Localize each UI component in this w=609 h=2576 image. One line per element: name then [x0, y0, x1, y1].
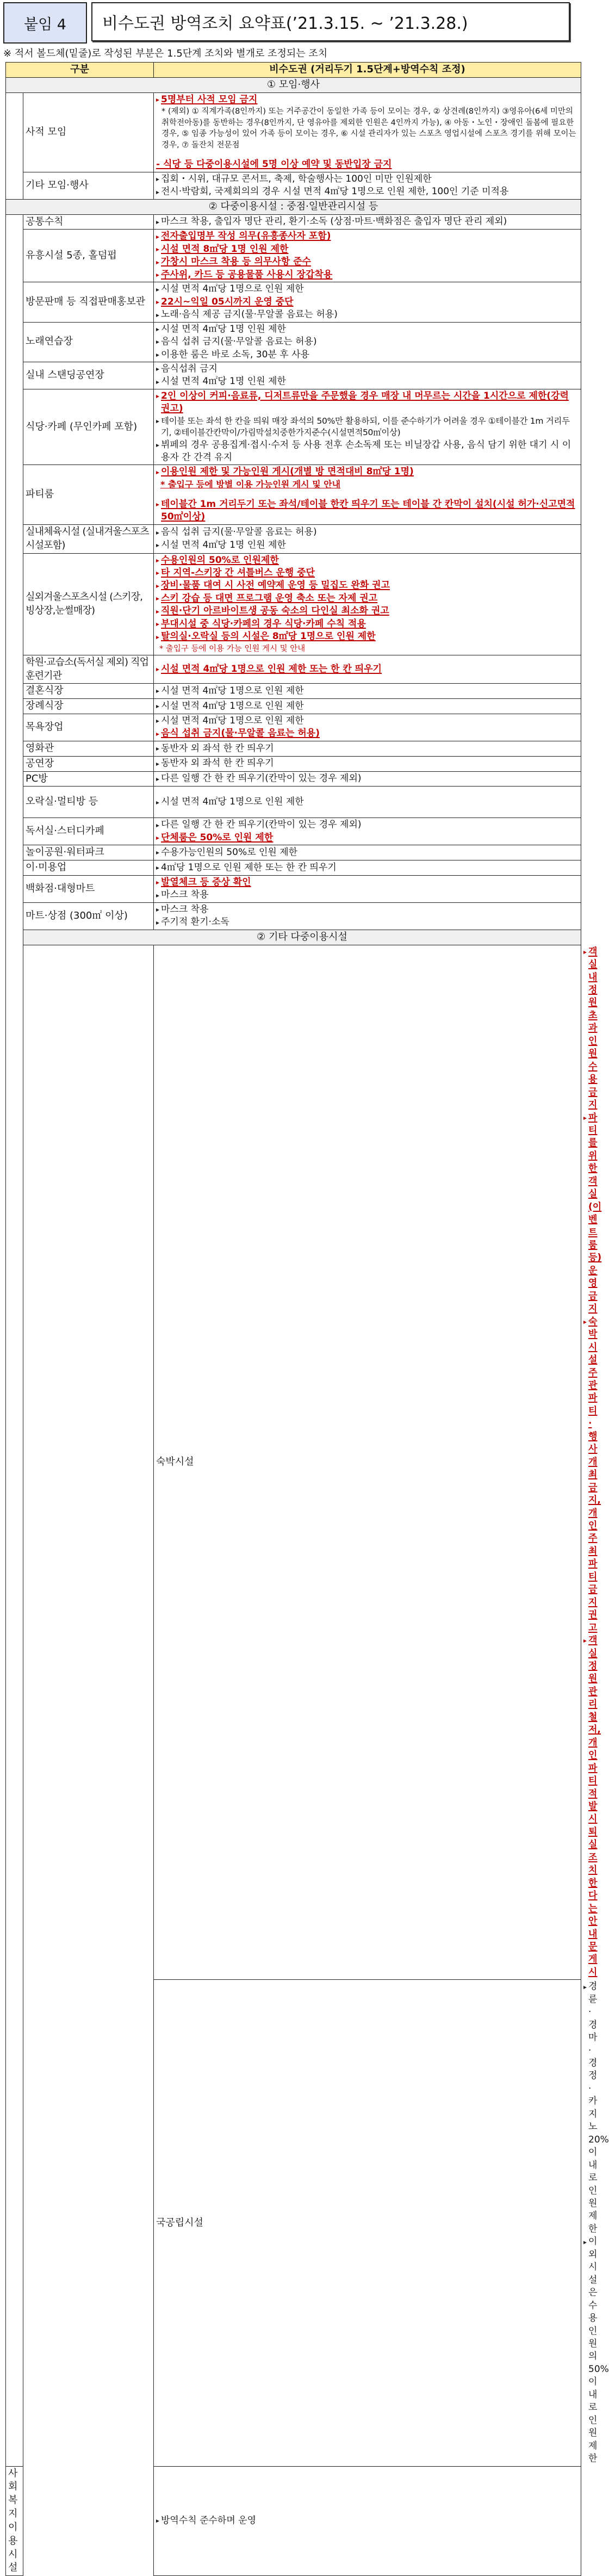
row-detail [154, 2466, 581, 2576]
measure-footnote: * 출입구 등에 방별 이용 가능인원 게시 및 안내 [160, 479, 341, 490]
row-category: 실내체육시설 (실내겨울스포츠시설포함) [23, 524, 154, 553]
measure-line: 시설 면적 4㎡당 1명으로 인원 제한 [156, 685, 579, 697]
row-category: 숙박시설 [154, 945, 581, 1980]
measure-line: 파티를 위한 객실(이벤트룸 등) 운영 금지 [588, 1112, 602, 1315]
measure-line: - 식당 등 다중이용시설에 5명 이상 예약 및 동반입장 금지 [156, 159, 392, 170]
measure-line: 객실 정원관리 철저, 개인 파티 적발 시 퇴실 조치한다는 안내문 게시 [588, 1635, 601, 1978]
row-category: 실외겨울스포츠시설 (스키장,빙상장,눈썰매장) [23, 553, 154, 655]
column-header-measures: 비수도권 (거리두기 1.5단계+방역수칙 조정) [154, 63, 581, 78]
measure-line: 시설 면적 8㎡당 1명 인원 제한 [161, 243, 289, 255]
measure-line: 경륜·경마·경정·카지노 20% 이내로 인원 제한 [583, 1980, 588, 2236]
table-row [6, 465, 581, 524]
measure-line: 주기적 환기·소독 [156, 916, 579, 928]
measure-line: 탈의실·오락실 등의 시설은 8㎡당 1명으로 인원 제한 [161, 631, 376, 642]
table-row [6, 322, 581, 362]
measure-footnote: * 출입구 등에 이용 가능 인원 게시 및 안내 [159, 644, 306, 653]
row-category: 유흥시설 5종, 홀덤펍 [23, 230, 154, 282]
row-category: 기타 모임·행사 [23, 172, 154, 199]
measure-line: 숙박시설 주관 파티·행사 개최 금지, 개인 주최 파티 금지 권고 [588, 1316, 601, 1633]
measure-line: 시설 면적 4㎡당 1명 인원 제한 [156, 323, 579, 336]
row-category: 국공립시설 [154, 1980, 581, 2466]
indent-cell [23, 945, 154, 2576]
table-row [6, 92, 581, 172]
table-row [6, 771, 581, 787]
section-row [6, 930, 581, 945]
row-detail [154, 322, 581, 362]
table-row [6, 787, 581, 818]
attachment-label: 붙임 4 [3, 2, 87, 44]
row-category: 마트·상점 (300㎡ 이상) [23, 902, 154, 930]
indent-cell [6, 214, 23, 2466]
row-category: 학원·교습소(독서실 제외) 직업훈련기관 [23, 655, 154, 684]
measure-line: 다른 일행 간 한 칸 띄우기(칸막이 있는 경우 제외) [156, 772, 579, 785]
legend-note: ※ 적서 볼드체(밑줄)로 작성된 부분은 1.5단계 조치와 별개로 조정되는 조치 [3, 48, 328, 59]
measure-line: 가창시 마스크 착용 등 의무사항 준수 [161, 256, 311, 268]
measure-line: 전시·박람회, 국제회의의 경우 시설 면적 4㎡당 1명으로 인원 제한, 100인 기준 미적용 [156, 185, 579, 198]
measure-line: 주사위, 카드 등 공용물품 사용시 장갑착용 [161, 269, 333, 280]
table-row [6, 756, 581, 771]
row-category: 이·미용업 [23, 860, 154, 876]
measure-line: 발열체크 등 증상 확인 [161, 876, 251, 888]
row-detail [154, 714, 581, 741]
row-detail [154, 684, 581, 699]
section-title: ② 다중이용시설 : 중점·일반관리시설 등 [6, 199, 581, 214]
table-row [6, 845, 581, 860]
measure-line: 노래·음식 제공 금지(물·무알콜 음료는 허용) [156, 308, 579, 321]
table-row [6, 875, 581, 902]
row-detail [154, 818, 581, 845]
measure-line: 음식섭취 금지 [156, 363, 579, 375]
row-detail [154, 787, 581, 818]
row-detail [154, 771, 581, 787]
row-category: 파티룸 [23, 465, 154, 524]
row-detail [154, 92, 581, 172]
table-row [6, 214, 581, 230]
row-category: 공통수칙 [23, 214, 154, 230]
row-detail [154, 230, 581, 282]
row-detail [154, 465, 581, 524]
table-row [6, 655, 581, 684]
section-row [6, 199, 581, 214]
row-category: 영화관 [23, 741, 154, 756]
row-detail [154, 172, 581, 199]
table-header-row [6, 63, 581, 78]
measure-line: 부대시설 중 식당·카페의 경우 식당·카페 수칙 적용 [161, 618, 366, 629]
section-title: ① 모임·행사 [6, 77, 581, 92]
measure-line: 22시~익일 05시까지 운영 중단 [161, 296, 294, 307]
measure-line: 시설 면적 4㎡당 1명으로 인원 제한 [156, 283, 579, 295]
row-detail [154, 875, 581, 902]
row-category: 오락실·멀티방 등 [23, 787, 154, 818]
table-row [6, 553, 581, 655]
measure-line: 마스크 착용 [156, 903, 579, 916]
table-row [6, 282, 581, 322]
table-row [6, 699, 581, 714]
table-row [6, 902, 581, 930]
row-category: 결혼식장 [23, 684, 154, 699]
measure-line: 방역수칙 준수하며 운영 [156, 2515, 579, 2527]
section-row [6, 77, 581, 92]
indent-cell [6, 92, 23, 199]
measure-line: 이용인원 제한 및 가능인원 게시(개별 방 면적대비 8㎡당 1명) [161, 466, 414, 478]
row-category: 노래연습장 [23, 322, 154, 362]
measure-line: 마스크 착용, 출입자 명단 관리, 환기·소독 (상점·마트·백화점은 출입자 명단 관리 제외) [156, 215, 579, 228]
table-row [6, 860, 581, 876]
row-category: 사적 모임 [23, 92, 154, 172]
row-detail [154, 741, 581, 756]
measures-table [5, 62, 609, 2576]
measure-line: 음식 섭취 금지(물·무알콜 음료는 허용) [156, 526, 579, 538]
row-category: 목욕장업 [23, 714, 154, 741]
measure-line: 시설 면적 4㎡당 1명 인원 제한 [156, 539, 579, 552]
row-category: 사회복지이용시설 [6, 2466, 23, 2576]
measure-line: 시설 면적 4㎡당 1명 인원 제한 [156, 375, 579, 388]
row-category: 백화점·대형마트 [23, 875, 154, 902]
measure-line: 시설 면적 4㎡당 1명으로 인원 제한 [156, 796, 579, 808]
measure-line: 4㎡당 1명으로 인원 제한 또는 한 칸 띄우기 [156, 862, 579, 874]
row-category: 공연장 [23, 756, 154, 771]
measure-line: 음식 섭취 금지(물·무알콜 음료는 허용) [161, 728, 320, 739]
measure-line: 직원·단기 아르바이트생 공동 숙소의 다인실 최소화 권고 [161, 605, 389, 617]
table-row [6, 818, 581, 845]
section-title: ② 기타 다중이용시설 [23, 930, 581, 945]
measure-line: 뷔페의 경우 공용집게·접시·수저 등 사용 전후 손소독제 또는 비닐장갑 사용, 음식 담기 위한 대기 시 이용자 간 간격 유지 [156, 439, 579, 465]
row-detail [154, 214, 581, 230]
row-detail [154, 389, 581, 465]
measure-line: 동반자 외 좌석 한 칸 띄우기 [156, 742, 579, 755]
measure-line: 음식 섭취 금지(물·무알콜 음료는 허용) [156, 336, 579, 348]
measure-line: 전자출입명부 작성 의무(유흥종사자 포함) [161, 231, 331, 242]
document-header [3, 2, 571, 44]
measure-line: 마스크 착용 [156, 889, 579, 901]
row-detail [154, 655, 581, 684]
row-category: 식당·카페 (무인카페 포함) [23, 389, 154, 465]
table-row [6, 230, 581, 282]
measure-line: 5명부터 사적 모임 금지 [161, 94, 258, 105]
measure-footnote: * (제외) ① 직계가족(8인까지) 또는 거주공간이 동일한 가족 등이 모이는 경우, ② 상견례(8인까지) ③영유아(6세 미만의 취학전아동)를 동반하는 경우(8인까지, 단 영유아를 제외한 인원은 4인까지 가능), ④ 아동・노인・장애인 돌봄에 필요한 경우, ⑤ 임종 가능성이 있어 가족 등이 모이는 경우, ⑥ 시설 관리자가 있는 스포츠 영업시설에 스포츠 경기를 위해 모이는 경우, ⑦ 돌잔치 전문점 [161, 107, 576, 150]
measure-line: 단체룸은 50%로 인원 제한 [161, 832, 274, 843]
measure-line: 이외 시설은 수용인원의 50% 이내로 인원 제한 [583, 2236, 588, 2465]
row-detail [154, 860, 581, 876]
document-title: 비수도권 방역조치 요약표(’21.3.15. ~ ’21.3.28.) [91, 2, 570, 41]
row-detail [154, 362, 581, 389]
table-row [6, 714, 581, 741]
measure-line: 동반자 외 좌석 한 칸 띄우기 [156, 757, 579, 770]
row-category: 독서실·스터디카페 [23, 818, 154, 845]
measure-line: 2인 이상이 커피·음료류, 디저트류만을 주문했을 경우 매장 내 머무르는 시간을 1시간으로 제한(강력 권고) [161, 390, 569, 414]
row-detail [154, 524, 581, 553]
measure-line: 스키 강습 등 대면 프로그램 운영 축소 또는 자제 권고 [161, 592, 378, 604]
measure-line: 타 지역-스키장 간 셔틀버스 운행 중단 [161, 567, 315, 578]
measure-line: 시설 면적 4㎡당 1명으로 인원 제한 또는 한 칸 띄우기 [161, 663, 382, 674]
measure-line: 테이블 또는 좌석 한 칸을 띄워 매장 좌석의 50%만 활용하되, 이를 준수하기가 어려울 경우 ①테이블간 1m 거리두기, ②테이블간칸막이/가림막설치중한가지준수(시설면적50㎡이상) [156, 416, 579, 439]
row-detail [154, 845, 581, 860]
measure-line: 시설 면적 4㎡당 1명으로 인원 제한 [156, 715, 579, 727]
measure-line: 집회・시위, 대규모 콘서트, 축제, 학술행사는 100인 미만 인원제한 [156, 173, 579, 185]
measure-line: 다른 일행 간 한 칸 띄우기(칸막이 있는 경우 제외) [156, 819, 579, 831]
row-detail [154, 282, 581, 322]
row-category: 방문판매 등 직접판매홍보관 [23, 282, 154, 322]
column-header-category: 구분 [6, 63, 154, 78]
measure-line: 장비·물품 대여 시 사전 예약제 운영 등 밀집도 완화 권고 [161, 580, 390, 591]
row-category: 실내 스탠딩공연장 [23, 362, 154, 389]
table-row [6, 945, 581, 1980]
measure-line: 이용한 룸은 바로 소독, 30분 후 사용 [156, 349, 579, 361]
row-detail [154, 553, 581, 655]
row-detail [154, 699, 581, 714]
row-detail [154, 756, 581, 771]
row-detail [154, 902, 581, 930]
row-category: 장례식장 [23, 699, 154, 714]
measure-line: 수용가능인원의 50%로 인원 제한 [156, 846, 579, 859]
measure-line: 시설 면적 4㎡당 1명으로 인원 제한 [156, 700, 579, 713]
table-row [6, 741, 581, 756]
row-category: 놀이공원·워터파크 [23, 845, 154, 860]
table-row [6, 389, 581, 465]
table-row [6, 172, 581, 199]
measure-line: 객실 내 정원 초과 인원 수용 금지 [588, 946, 598, 1111]
measure-line: 테이블간 1m 거리두기 또는 좌석/테이블 한칸 띄우기 또는 테이블 간 칸막이 설치(시설 허가·신고면적 50㎡이상) [161, 498, 575, 523]
table-row [6, 684, 581, 699]
table-row [6, 524, 581, 553]
table-row [6, 362, 581, 389]
measure-line: 수용인원의 50%로 인원제한 [161, 554, 279, 566]
row-category: PC방 [23, 771, 154, 787]
